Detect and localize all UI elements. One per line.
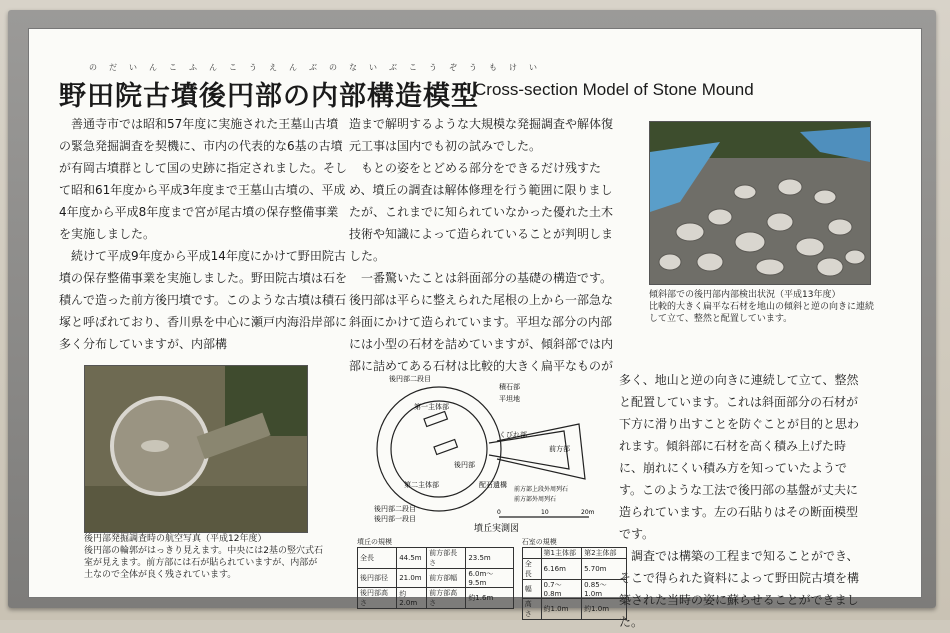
diagram-label: 第一主体部: [414, 403, 449, 411]
text-column-3: [619, 369, 859, 633]
diagram-label: 前方部外周列石: [514, 496, 557, 503]
diagram-label: 前方部上段外周列石: [514, 486, 569, 493]
diagram-label: 第二主体部: [404, 481, 439, 489]
table-title: 石室の規模: [521, 538, 557, 546]
photo-caption: [649, 289, 879, 325]
table-row: 全長 6.16m 5.70m: [522, 559, 626, 580]
caption-title: 傾斜部での後円部内部検出状況（平成13年度）: [649, 290, 841, 300]
dimension-tables: [357, 537, 627, 620]
paragraph: 一番驚いたことは斜面部分の基礎の構造です。後円部は平らに整えられた尾根の上から一部急な斜面にかけて造られています。平坦な部分の内部には小型の石材を詰めていますが、傾斜部では内部に詰めてある石材は比較的大きく扁平なものが: [349, 271, 614, 373]
diagram-label: 配石遺構: [479, 481, 507, 489]
scale-label: 20m: [581, 509, 595, 516]
paragraph: 善通寺市では昭和57年度に実施された王墓山古墳の緊急発掘調査を契機に、市内の代表的な6基の古墳が有岡古墳群として国の史跡に指定されました。そして昭和61年度から平成3年度まで王墓山古墳の、平成4年度から平成8年度まで宮が尾古墳の保存整備事業を実施しました。: [59, 117, 348, 241]
title-ruby: のだいんこふんこうえんぶのないぶこうぞうもけい: [89, 63, 549, 72]
diagram-title: 墳丘実測図: [474, 524, 520, 534]
table-row: 幅 0.7〜0.8m 0.85〜1.0m: [522, 580, 626, 599]
paragraph: 多く、地山と逆の向きに連続して立て、整然と配置しています。これは斜面部分の石材が下方に滑り出すことを防ぐことが目的と思われます。傾斜部に石材を高く積み上げた時に、崩れにくい積み方を知っていたようです。このような工法で後円部の基盤が丈夫に造られています。左の石貼りはその断面模型です。: [619, 373, 860, 541]
mound-size-table: [357, 547, 514, 609]
paragraph: 造まで解明するような大規模な発掘調査や解体復元工事は国内でも初の試みでした。: [349, 117, 614, 153]
page-title: 野田院古墳後円部の内部構造模型: [59, 81, 479, 112]
diagram-label: 後円部二段目: [374, 505, 416, 513]
caption-note: 後円部の輪郭がはっきり見えます。中央には2基の竪穴式石室が見えます。前方部には石が貼られていますが、内部が土なので全体が良く残されています。: [84, 546, 324, 580]
aerial-photo: [84, 365, 308, 533]
english-title: Cross-section Model of Stone Mound: [474, 80, 754, 99]
scale-label: 10: [541, 509, 549, 516]
diagram-label: 後円部二段目: [389, 375, 431, 383]
caption-title: 後円部発掘調査時の航空写真（平成12年度）: [84, 534, 267, 544]
photo-caption: [84, 533, 324, 581]
paragraph: もとの姿をとどめる部分をできるだけ残すため、墳丘の調査は解体修理を行う範囲に限りましたが、これまでに知られていなかった優れた土木技術や知識によって造られていることが判明しました。: [349, 161, 614, 263]
table-row: 全長 44.5m 前方部長さ 23.5m: [358, 548, 514, 569]
paragraph: 調査では構築の工程まで知ることができ、そこで得られた資料によって野田院古墳を構築された当時の姿に蘇らせることができました。: [619, 549, 860, 629]
caption-note: 比較的大きく扁平な石材を地山の傾斜と逆の向きに連続して立て、整然と配置しています。: [649, 302, 875, 324]
table-row: 第1主体部 第2主体部: [522, 548, 626, 559]
scale-label: 0: [497, 509, 501, 516]
table-row: 高さ 約1.0m 約1.0m: [522, 599, 626, 620]
diagram-label: 積石部: [499, 383, 520, 391]
excavation-photo: [649, 121, 871, 285]
diagram-label: 前方部: [549, 445, 570, 453]
table-row: 後円部高さ 約2.0m 前方部高さ 約1.6m: [358, 588, 514, 609]
text-column-1: [59, 113, 349, 355]
text-column-2: [349, 113, 619, 377]
table-title: 墳丘の規模: [357, 538, 392, 546]
mound-plan-diagram: [349, 369, 609, 534]
diagram-label: 後円部一段目: [374, 515, 416, 523]
chamber-size-table: [522, 547, 627, 620]
paragraph: 続けて平成9年度から平成14年度にかけて野田院古墳の保存整備事業を実施しました。野田院古墳は石を積んで造った前方後円墳です。このような古墳は積石塚と呼ばれており、香川県を中心に瀬戸内海沿岸部に多く分布していますが、内部構: [59, 249, 348, 351]
sign-panel: [28, 28, 922, 629]
diagram-label: 後円部: [454, 461, 475, 469]
diagram-label: 平坦地: [499, 395, 520, 403]
diagram-label: くびれ部: [499, 431, 527, 439]
table-row: 後円部径 21.0m 前方部幅 6.0m〜9.5m: [358, 569, 514, 588]
